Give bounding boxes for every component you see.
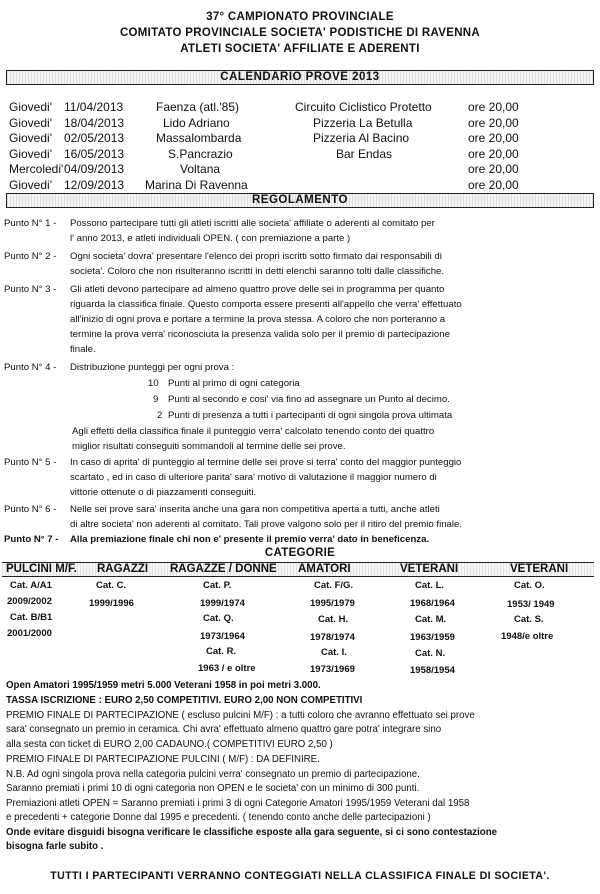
points-text: Punti al primo di ogni categoria xyxy=(168,378,300,389)
category-cell: Cat. B/B1 xyxy=(10,612,53,623)
calendar-time: ore 20,00 xyxy=(468,162,519,176)
rule-text: all'inizio di ogni prova e portare a termine la prova stessa. A coloro che non porteranno a xyxy=(70,314,446,325)
category-cell: Cat. H. xyxy=(318,614,349,625)
category-header: PULCINI M/F. xyxy=(6,563,77,575)
rule-label: Punto N° 1 - xyxy=(4,218,57,229)
rule-label: Punto N° 4 - xyxy=(4,362,57,373)
category-cell: Cat. A/A1 xyxy=(10,580,52,591)
calendar-location: Pizzeria Al Bacino xyxy=(313,131,410,145)
category-cell: Cat. C. xyxy=(96,580,127,591)
title-line-2: COMITATO PROVINCIALE SOCIETA' PODISTICHE DI RAVENNA xyxy=(119,27,481,39)
category-header: AMATORI xyxy=(298,563,351,575)
calendar-place: Voltana xyxy=(180,162,221,176)
category-cell: 1963/1959 xyxy=(410,632,455,643)
note-line: PREMIO FINALE DI PARTECIPAZIONE ( escluso pulcini M/F) : a tutti coloro che avranno effettuato sei prove xyxy=(6,710,475,721)
points-text: Punti di presenza a tutti i partecipanti di ogni singola prova ultimata xyxy=(168,410,453,421)
calendar-day: Giovedi' xyxy=(9,178,52,192)
category-cell: Cat. Q. xyxy=(203,613,234,624)
category-cell: 1995/1979 xyxy=(310,598,355,609)
title-line-3: ATLETI SOCIETA' AFFILIATE E ADERENTI xyxy=(180,43,420,55)
rule-text: In caso di aprita' di punteggio al termine delle sei prove si terra' conto del maggior punteggio xyxy=(70,457,462,468)
rule-text: termine la prova verra' riconosciuta la presenza valida solo per il premio di partecipazione xyxy=(70,329,450,340)
category-header: VETERANI xyxy=(400,563,459,575)
calendar-date: 11/04/2013 xyxy=(64,100,124,114)
rule-text: Nelle sei prove sara' inserita anche una gara non competitiva aperta a tutti, anche atleti xyxy=(70,504,440,515)
calendar-time: ore 20,00 xyxy=(468,178,519,192)
category-cell: Cat. M. xyxy=(415,614,447,625)
category-cell: 1963 / e oltre xyxy=(198,663,256,674)
note-line: Open Amatori 1995/1959 metri 5.000 Veterani 1958 in poi metri 3.000. xyxy=(6,680,321,691)
category-cell: 1973/1964 xyxy=(200,631,245,642)
calendar-date: 16/05/2013 xyxy=(64,147,125,161)
rule-text: l' anno 2013, e atleti individuali OPEN. ( con premiazione a parte ) xyxy=(70,233,351,244)
calendar-day: Giovedi' xyxy=(9,147,52,161)
rule-label: Punto N° 3 - xyxy=(4,284,57,295)
points-value: 2 xyxy=(157,410,163,421)
rule-text: Ogni societa' dovra' presentare l'elenco dei propri iscritti sotto firmato dai responsabili di xyxy=(70,251,442,262)
category-cell: 1968/1964 xyxy=(410,598,455,609)
calendar-location: Circuito Ciclistico Protetto xyxy=(295,100,432,114)
calendar-time: ore 20,00 xyxy=(468,131,519,145)
category-cell: 2001/2000 xyxy=(7,628,52,639)
calendar-date: 12/09/2013 xyxy=(64,178,125,192)
calendar-place: Massalombarda xyxy=(156,131,242,145)
category-header: RAGAZZI xyxy=(97,563,149,575)
rule-text: vittorie ottenute o di piazzamenti conseguiti. xyxy=(70,487,257,498)
calendar-place: Lido Adriano xyxy=(163,116,230,130)
note-line: TASSA ISCRIZIONE : EURO 2,50 COMPETITIVI. EURO 2,00 NON COMPETITIVI xyxy=(6,695,363,706)
category-cell: 1978/1974 xyxy=(310,632,355,643)
category-cell: 1999/1974 xyxy=(200,598,245,609)
calendar-location: Pizzeria La Betulla xyxy=(313,116,413,130)
calendar-day: Giovedi' xyxy=(9,100,52,114)
calendar-day: Giovedi' xyxy=(9,131,52,145)
calendar-title-bar xyxy=(6,70,594,85)
calendar-day: Giovedi' xyxy=(9,116,52,130)
rule-label: Punto N° 7 - xyxy=(4,534,59,545)
rule-text: Agli effetti della classifica finale il punteggio verra' calcolato tenendo conto dei quattro xyxy=(72,426,435,437)
category-cell: Cat. N. xyxy=(415,648,446,659)
category-cell: Cat. O. xyxy=(514,580,545,591)
category-cell: Cat. P. xyxy=(203,580,232,591)
rules-title-bar xyxy=(6,193,594,208)
rule-text: Alla premiazione finale chi non e' presente il premio verra' dato in beneficenza. xyxy=(70,534,430,545)
rule-text: di altre societa' non aderenti al comitato. Tali prove valgono solo per il ritiro del premio finale. xyxy=(70,519,463,530)
category-cell: 1973/1969 xyxy=(310,664,355,675)
category-cell: 1948/e oltre xyxy=(501,631,554,642)
rule-text: societa'. Coloro che non risulteranno iscritti in detti elenchi saranno tolti dalle classifiche. xyxy=(70,266,445,277)
rule-text: Possono partecipare tutti gli atleti iscritti alle societa' affiliate o aderenti al comitato per xyxy=(70,218,435,229)
note-line: N.B. Ad ogni singola prova nella categoria pulcini verra' consegnato un premio di partecipazione. xyxy=(6,769,420,780)
category-cell: Cat. I. xyxy=(321,647,347,658)
note-line: Saranno premiati i primi 10 di ogni categoria non OPEN e le societa' con un minimo di 300 punti. xyxy=(6,783,420,794)
note-line: Onde evitare disguidi bisogna verificare le classifiche esposte alla gara seguente, si ci sono contestazione xyxy=(6,827,498,838)
rule-text: riguarda la classifica finale. Questo comporta essere presenti all'appello che verra' effettuato xyxy=(70,299,462,310)
note-line: bisogna farle subito . xyxy=(6,841,104,852)
calendar-place: Marina Di Ravenna xyxy=(145,178,248,192)
category-header: VETERANI xyxy=(510,563,569,575)
categories-title: CATEGORIE xyxy=(264,547,336,559)
note-line: alla sesta con ticket di EURO 2,00 CADAUNO.( COMPETITIVI EURO 2,50 ) xyxy=(6,739,333,750)
category-cell: Cat. R. xyxy=(206,646,237,657)
calendar-time: ore 20,00 xyxy=(468,116,519,130)
rule-text: finale. xyxy=(70,344,96,355)
category-cell: 1953/ 1949 xyxy=(507,599,555,610)
rules-title: REGOLAMENTO xyxy=(251,194,348,206)
rule-text: Distribuzione punteggi per ogni prova : xyxy=(70,362,235,373)
note-line: Premiazioni atleti OPEN = Saranno premiati i primi 3 di ogni Categorie Amatori 1995/1959 Veterani dal 1958 xyxy=(6,798,470,809)
note-line: PREMIO FINALE DI PARTECIPAZIONE PULCINI ( M/F) : DA DEFINIRE. xyxy=(6,754,320,765)
category-cell: 1958/1954 xyxy=(410,665,455,676)
rule-text: scartato , ed in caso di ulteriore parita' sara' motivo di valutazione il maggior numero di xyxy=(70,472,437,483)
rule-label: Punto N° 5 - xyxy=(4,457,57,468)
category-cell: 1999/1996 xyxy=(89,598,134,609)
rule-text: miglior risultati conseguiti sommandoli al termine delle sei prove. xyxy=(72,441,346,452)
points-value: 9 xyxy=(153,394,159,405)
note-line: sara' consegnato un premio in ceramica. Chi avra' effettuato almeno quattro gare potra' integrare sino xyxy=(6,724,442,735)
calendar-place: Faenza (atl.'85) xyxy=(156,100,239,114)
calendar-title: CALENDARIO PROVE 2013 xyxy=(220,71,380,83)
calendar-date: 02/05/2013 xyxy=(64,131,125,145)
calendar-time: ore 20,00 xyxy=(468,100,519,114)
calendar-time: ore 20,00 xyxy=(468,147,519,161)
closing-statement: TUTTI I PARTECIPANTI VERRANNO CONTEGGIATI NELLA CLASSIFICA FINALE DI SOCIETA'. xyxy=(50,870,550,882)
category-cell: Cat. S. xyxy=(514,614,544,625)
calendar-date: 18/04/2013 xyxy=(64,116,125,130)
rule-text: Gli atleti devono partecipare ad almeno quattro prove delle sei in programma per quanto xyxy=(70,284,445,295)
category-cell: Cat. L. xyxy=(415,580,445,591)
category-header: RAGAZZE / DONNE xyxy=(170,563,277,575)
rule-label: Punto N° 6 - xyxy=(4,504,57,515)
points-value: 10 xyxy=(148,378,159,389)
rule-label: Punto N° 2 - xyxy=(4,251,57,262)
category-cell: 2009/2002 xyxy=(7,596,52,607)
category-cell: Cat. F/G. xyxy=(314,580,354,591)
calendar-location: Bar Endas xyxy=(336,147,393,161)
title-line-1: 37° CAMPIONATO PROVINCIALE xyxy=(206,11,394,23)
note-line: e precedenti + categorie Donne dal 1995 e precedenti. ( tenendo conto anche delle partecipazioni ) xyxy=(6,812,431,823)
calendar-date: 04/09/2013 xyxy=(64,162,125,176)
points-text: Punti al secondo e cosi' via fino ad assegnare un Punto al decimo. xyxy=(168,394,450,405)
calendar-place: S.Pancrazio xyxy=(168,147,233,161)
calendar-day: Mercoledi' xyxy=(9,162,64,176)
categories-header-row xyxy=(2,562,594,577)
